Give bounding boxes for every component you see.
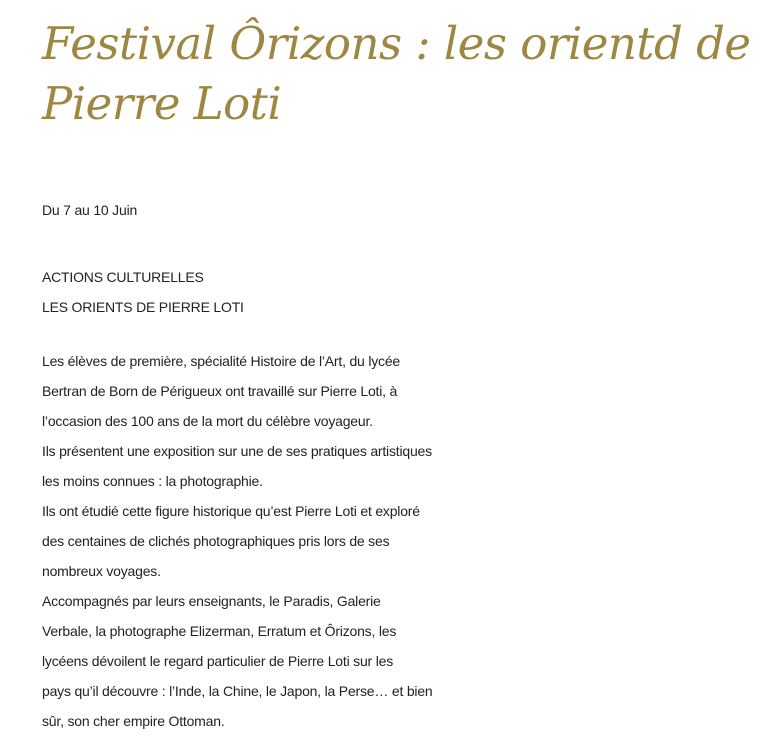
page-title-line-1: Festival Ôrizons : les orientd de — [42, 17, 751, 70]
paragraph-line: les moins connues : la photographie. — [42, 473, 263, 489]
paragraph-line: pays qu’il découvre : l’Inde, la Chine, le Japon, la Perse… et bien — [42, 683, 433, 699]
paragraph-line: sûr, son cher empire Ottoman. — [42, 713, 225, 729]
paragraph-line: Verbale, la photographe Elizerman, Erratum et Ôrizons, les — [42, 623, 397, 639]
paragraph-line: l’occasion des 100 ans de la mort du célèbre voyageur. — [42, 413, 373, 429]
paragraph-line: nombreux voyages. — [42, 563, 161, 579]
description-paragraph — [42, 346, 462, 736]
paragraph-line: Ils ont étudié cette figure historique qu’est Pierre Loti et exploré — [42, 503, 420, 519]
paragraph-line: Les élèves de première, spécialité Histoire de l’Art, du lycée — [42, 353, 400, 369]
article — [42, 14, 751, 729]
paragraph-line: lycéens dévoilent le regard particulier de Pierre Loti sur les — [42, 653, 394, 669]
page-title-line-2: Pierre Loti — [42, 77, 282, 130]
paragraph-line: des centaines de clichés photographiques pris lors de ses — [42, 533, 390, 549]
paragraph-line: Bertran de Born de Périgueux ont travaillé sur Pierre Loti, à — [42, 383, 398, 399]
section-heading — [42, 262, 462, 322]
page-title — [42, 14, 751, 134]
section-heading-line-1: ACTIONS CULTURELLES — [42, 269, 204, 285]
section-heading-line-2: LES ORIENTS DE PIERRE LOTI — [42, 299, 244, 315]
event-dates: Du 7 au 10 Juin — [42, 202, 138, 218]
paragraph-line: Ils présentent une exposition sur une de ses pratiques artistiques — [42, 443, 432, 459]
paragraph-line: Accompagnés par leurs enseignants, le Paradis, Galerie — [42, 593, 381, 609]
